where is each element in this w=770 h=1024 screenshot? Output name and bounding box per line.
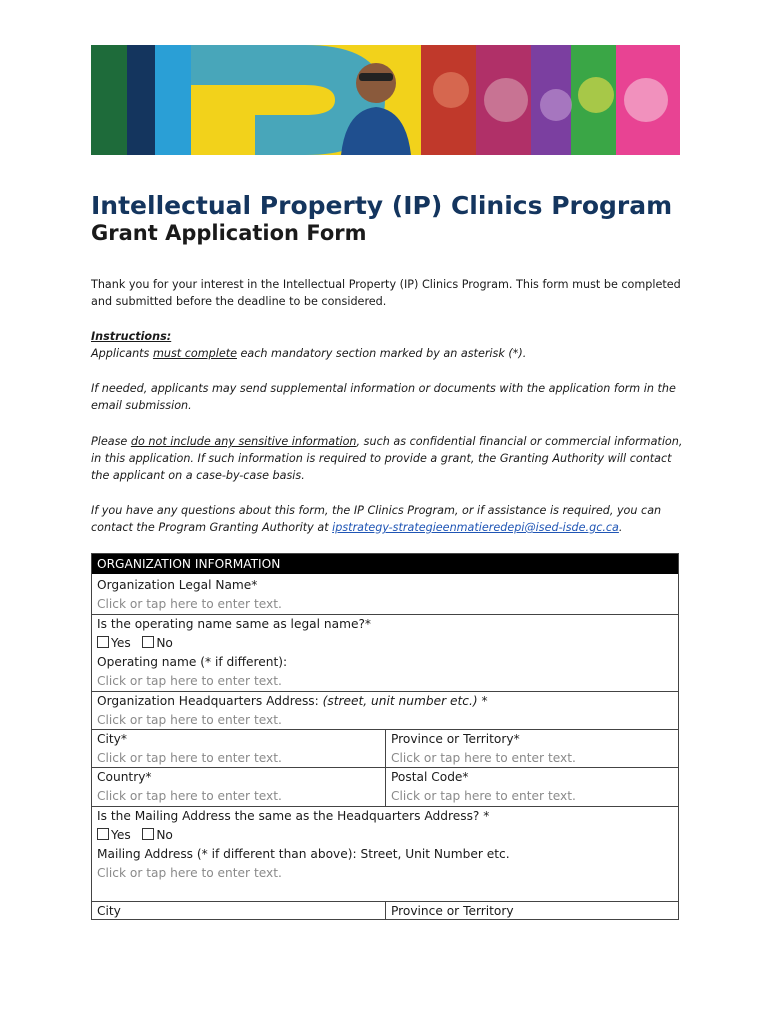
mailing-same-label: Is the Mailing Address the same as the Headquarters Address? * xyxy=(97,809,490,823)
legal-name-field[interactable]: Click or tap here to enter text. xyxy=(97,597,282,611)
section-header: ORGANIZATION INFORMATION xyxy=(92,554,678,574)
banner-person-photo xyxy=(331,45,421,155)
hq-address-label: Organization Headquarters Address: (street, unit number etc.) * xyxy=(97,694,488,708)
operating-same-no-checkbox[interactable] xyxy=(142,636,154,648)
contact-note: If you have any questions about this form, the IP Clinics Program, or if assistance is required, you can contact the Program Granting Authority at ipstrategy-strategieenmatieredepi@ised-isde.gc.ca. xyxy=(91,504,662,534)
country-label: Country* xyxy=(97,770,152,784)
page-subtitle: Grant Application Form xyxy=(91,221,367,245)
operating-same-yes-checkbox[interactable] xyxy=(97,636,109,648)
operating-same-options: Yes No xyxy=(97,636,173,650)
banner-stripe-navy xyxy=(127,45,155,155)
mailing-address-label: Mailing Address (* if different than above): Street, Unit Number etc. xyxy=(97,847,510,861)
city-label: City* xyxy=(97,732,127,746)
instructions-block xyxy=(91,328,683,362)
banner-faces-overlay xyxy=(421,45,680,155)
page-title: Intellectual Property (IP) Clinics Program xyxy=(91,191,673,220)
operating-same-label: Is the operating name same as legal name?* xyxy=(97,617,372,631)
province-label: Province or Territory* xyxy=(391,732,520,746)
banner-stripe-green xyxy=(91,45,127,155)
mailing-same-options: Yes No xyxy=(97,828,173,842)
instructions-heading: Instructions: xyxy=(91,330,172,343)
organization-info-table xyxy=(91,553,679,920)
operating-name-label: Operating name (* if different): xyxy=(97,655,288,669)
mailing-same-no-checkbox[interactable] xyxy=(142,828,154,840)
country-field[interactable]: Click or tap here to enter text. xyxy=(97,789,282,803)
header-banner-image xyxy=(91,45,680,155)
postal-code-field[interactable]: Click or tap here to enter text. xyxy=(391,789,576,803)
operating-name-field[interactable]: Click or tap here to enter text. xyxy=(97,674,282,688)
mailing-city-label: City xyxy=(97,904,121,918)
province-field[interactable]: Click or tap here to enter text. xyxy=(391,751,576,765)
hq-address-field[interactable]: Click or tap here to enter text. xyxy=(97,713,282,727)
mailing-address-field[interactable]: Click or tap here to enter text. xyxy=(97,866,282,880)
city-field[interactable]: Click or tap here to enter text. xyxy=(97,751,282,765)
sensitive-info-note: Please do not include any sensitive information, such as confidential financial or commercial information, in this application. If such information is required to provide a grant, the Granting Authority will contact the applicant on a case-by-case basis. xyxy=(91,435,683,482)
postal-code-label: Postal Code* xyxy=(391,770,469,784)
instructions-line: Applicants must complete each mandatory section marked by an asterisk (*). xyxy=(91,347,527,360)
legal-name-label: Organization Legal Name* xyxy=(97,578,258,592)
mailing-same-yes-checkbox[interactable] xyxy=(97,828,109,840)
intro-paragraph: Thank you for your interest in the Intellectual Property (IP) Clinics Program. This form must be completed and submitted before the deadline to be considered. xyxy=(91,278,681,308)
mailing-province-label: Province or Territory xyxy=(391,904,514,918)
contact-email-link[interactable]: ipstrategy-strategieenmatieredepi@ised-isde.gc.ca xyxy=(332,521,619,534)
supplemental-note: If needed, applicants may send supplemental information or documents with the application form in the email submission. xyxy=(91,382,676,412)
